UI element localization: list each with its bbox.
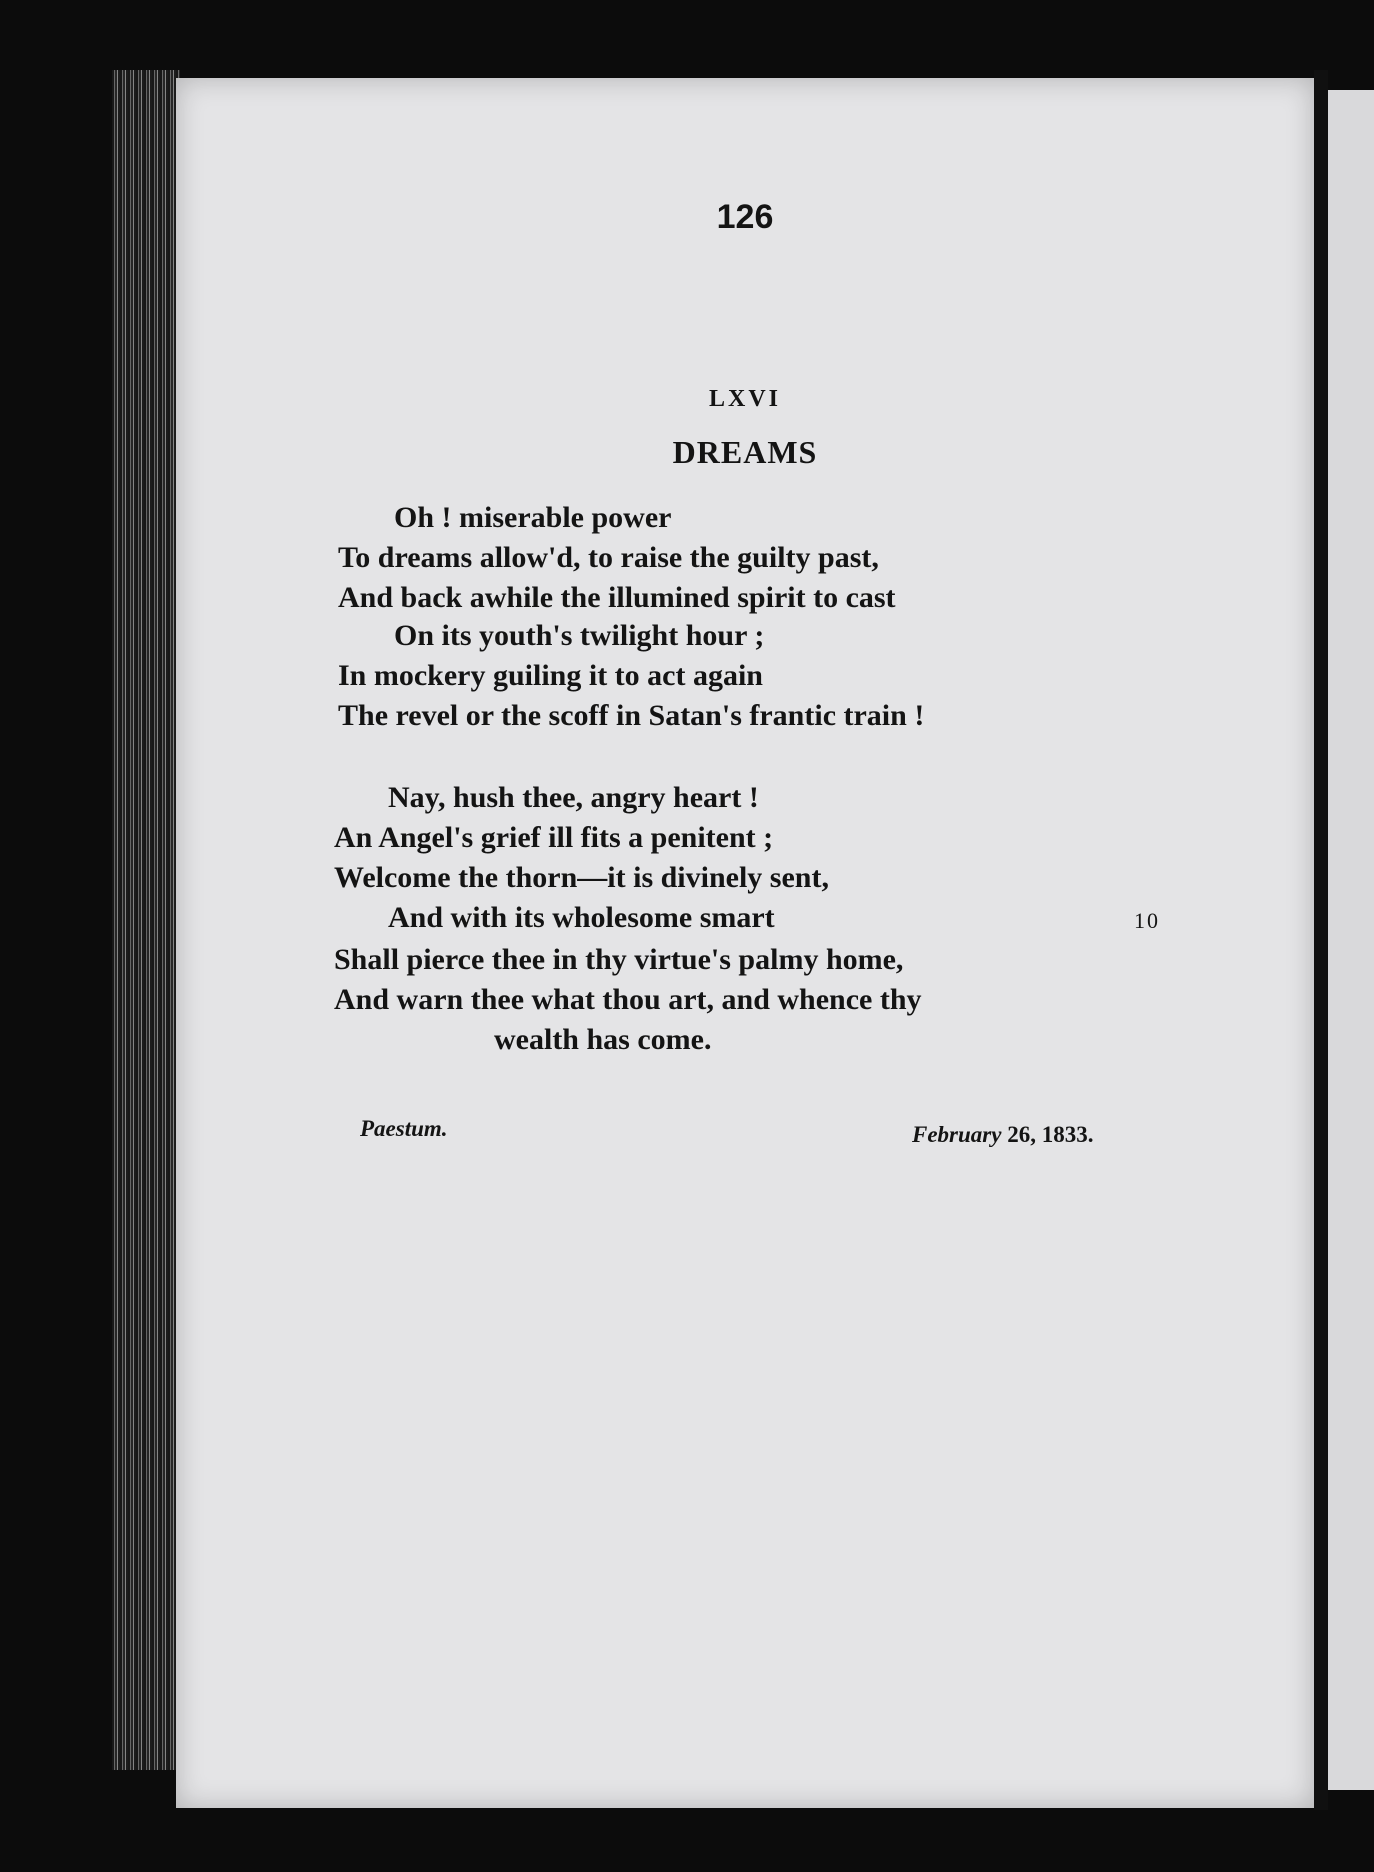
poem-line: An Angel's grief ill fits a penitent ; [334,821,774,854]
poem-line: Welcome the thorn—it is divinely sent, [334,861,829,894]
date-month: February [912,1122,1002,1147]
poem-line: wealth has come. [494,1023,712,1056]
book-page [176,78,1314,1808]
poem-line: And warn thee what thou art, and whence thy [334,983,922,1016]
poem-line: And with its wholesome smart [388,901,775,934]
poem-line: Shall pierce thee in thy virtue's palmy home, [334,943,904,976]
poem-line: Nay, hush thee, angry heart ! [388,781,759,814]
page-edges [112,70,180,1770]
poem-title: DREAMS [672,434,818,470]
line-number: 10 [1134,908,1160,933]
page-number: 126 [716,198,774,236]
section-number: LXVI [708,386,781,412]
book-spine [1314,70,1328,1810]
poem-line: And back awhile the illumined spirit to cast [338,581,896,614]
poem-line: To dreams allow'd, to raise the guilty past, [338,541,879,574]
facing-page-edge [1328,90,1374,1790]
poem-line: On its youth's twilight hour ; [394,619,765,652]
poem-line: Oh ! miserable power [394,501,672,534]
poem-line: The revel or the scoff in Satan's frantic train ! [338,699,925,732]
place-of-composition: Paestum. [360,1116,448,1141]
date-of-composition [912,1122,1093,1148]
date-day-year: 26, 1833. [1007,1122,1094,1147]
poem-line: In mockery guiling it to act again [338,659,763,692]
